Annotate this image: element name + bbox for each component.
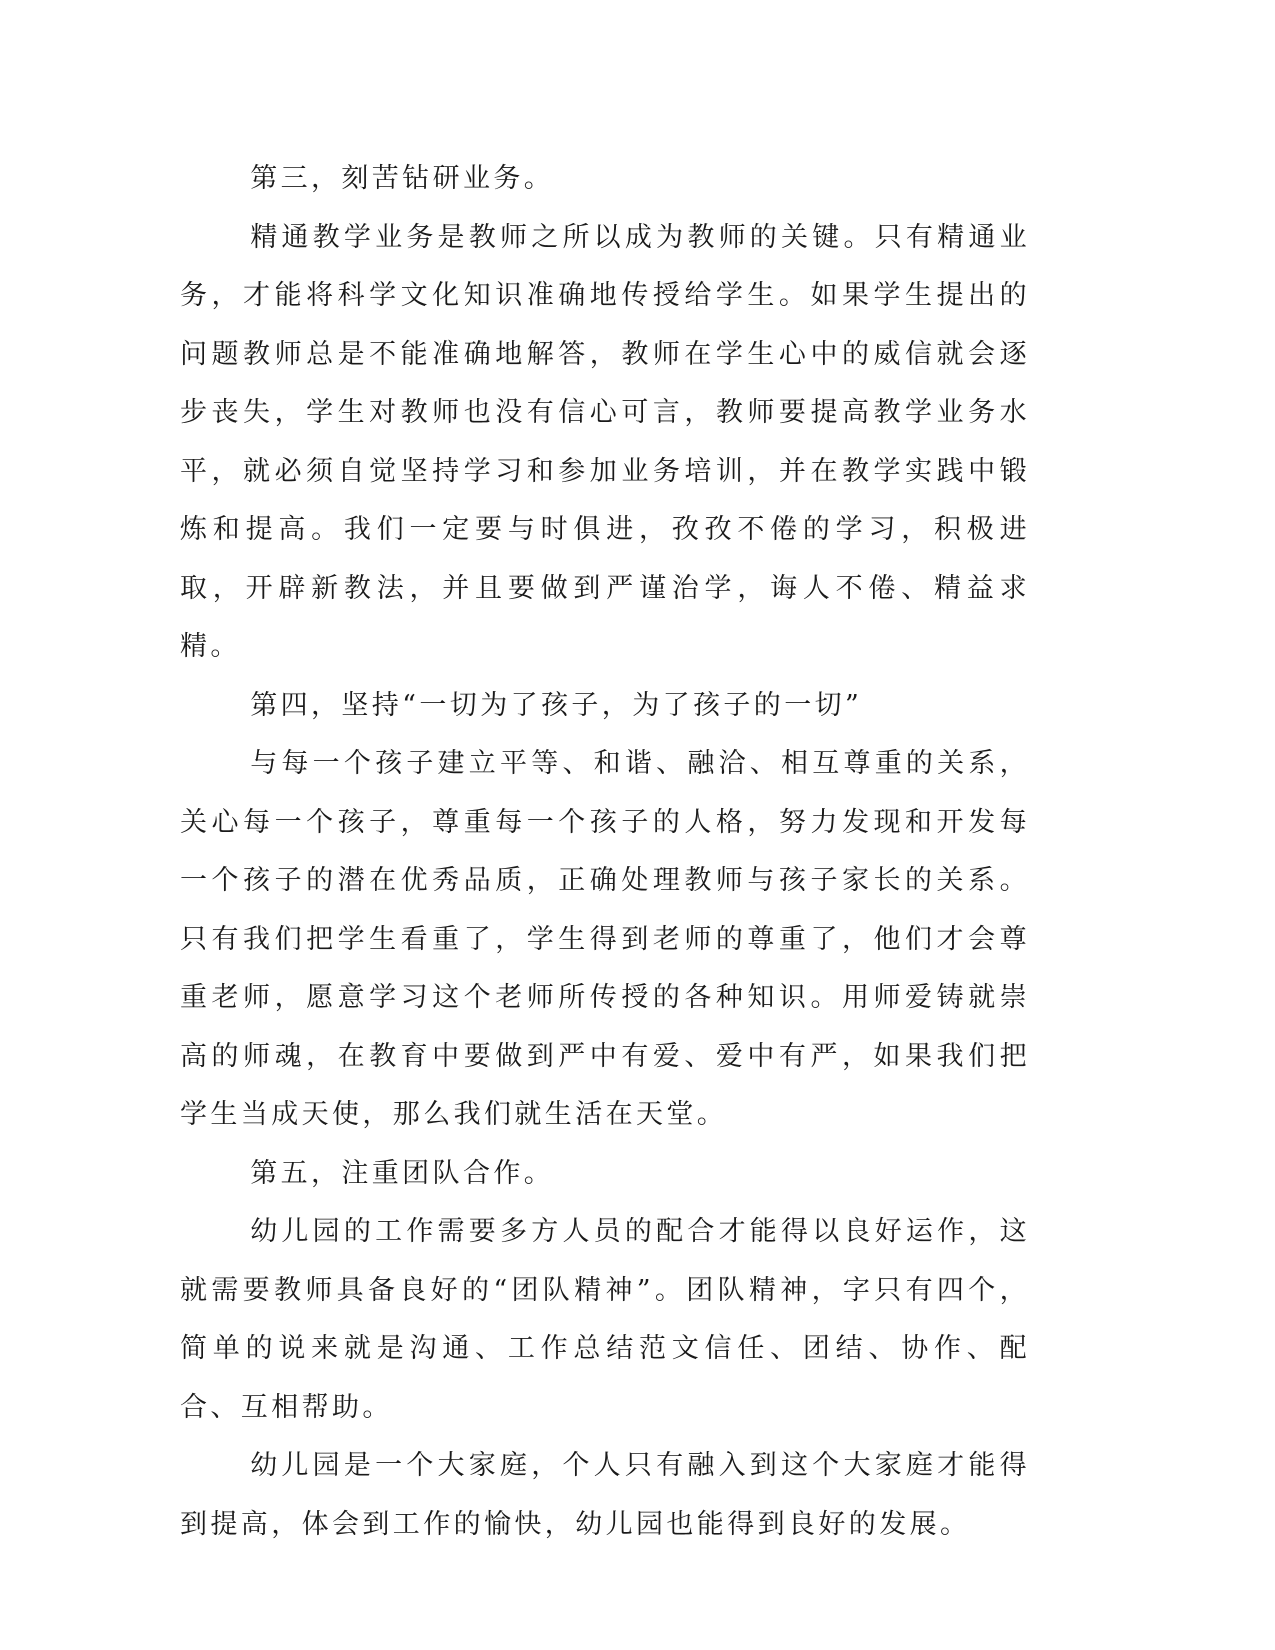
document-body	[180, 150, 1030, 1554]
paragraph-business-study: 精通教学业务是教师之所以成为教师的关键。只有精通业务，才能将科学文化知识准确地传授给学生。如果学生提出的问题教师总是不能准确地解答，教师在学生心中的威信就会逐步丧失，学生对教师也没有信心可言，教师要提高教学业务水平，就必须自觉坚持学习和参加业务培训，并在教学实践中锻炼和提高。我们一定要与时俱进，孜孜不倦的学习，积极进取，开辟新教法，并且要做到严谨治学，诲人不倦、精益求精。	[180, 221, 1030, 662]
paragraph-respect-children: 与每一个孩子建立平等、和谐、融洽、相互尊重的关系，关心每一个孩子，尊重每一个孩子的人格，努力发现和开发每一个孩子的潜在优秀品质，正确处理教师与孩子家长的关系。只有我们把学生看重了，学生得到老师的尊重了，他们才会尊重老师，愿意学习这个老师所传授的各种知识。用师爱铸就崇高的师魂，在教育中要做到严中有爱、爱中有严，如果我们把学生当成天使，那么我们就生活在天堂。	[180, 748, 1030, 1130]
heading-fifth: 第五，注重团队合作。	[250, 1157, 555, 1189]
paragraph-big-family: 幼儿园是一个大家庭，个人只有融入到这个大家庭才能得到提高，体会到工作的愉快，幼儿园也能得到良好的发展。	[180, 1450, 1030, 1540]
heading-fourth: 第四，坚持“一切为了孩子，为了孩子的一切”	[250, 689, 863, 721]
paragraph-team-spirit: 幼儿园的工作需要多方人员的配合才能得以良好运作，这就需要教师具备良好的“团队精神”。团队精神，字只有四个，简单的说来就是沟通、工作总结范文信任、团结、协作、配合、互相帮助。	[180, 1216, 1030, 1423]
heading-third: 第三，刻苦钻研业务。	[250, 163, 555, 194]
